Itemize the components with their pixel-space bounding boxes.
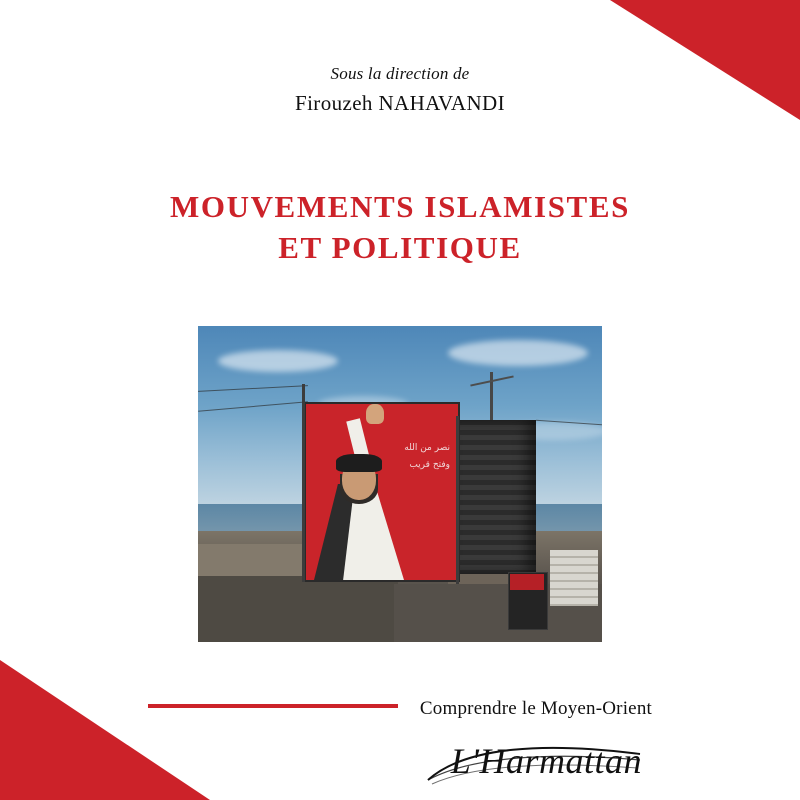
publisher-logo [420,724,650,788]
cover-photograph [198,326,602,642]
editor-credit [0,62,800,118]
red-rule-divider [148,704,398,708]
photo-poster-figure [312,432,404,580]
photo-dark-tower [454,420,536,574]
publisher-name: L'Harmattan [450,741,642,781]
photo-cloud [448,340,588,366]
title-line-1: MOUVEMENTS ISLAMISTES [170,189,630,224]
photo-billboard-pole [302,384,305,582]
title-line-2: ET POLITIQUE [278,230,522,266]
editor-prefix: Sous la direction de [330,64,470,83]
series-title: Comprendre le Moyen-Orient [419,698,652,719]
book-title [0,186,800,268]
photo-billboard [306,404,458,580]
photo-figure-hand [366,404,384,424]
photo-white-building [550,550,598,606]
photo-building-block [198,576,398,642]
photo-figure-turban [336,454,382,472]
photo-poster-arabic-text: نصر من الله وفتح قريب [404,443,450,471]
photo-cloud [218,350,338,372]
photo-billboard-pole [456,416,459,584]
red-corner-bottom-left [0,660,210,800]
photo-shop-sign [510,574,544,590]
editor-name: Firouzeh NAHAVANDI [294,90,505,115]
